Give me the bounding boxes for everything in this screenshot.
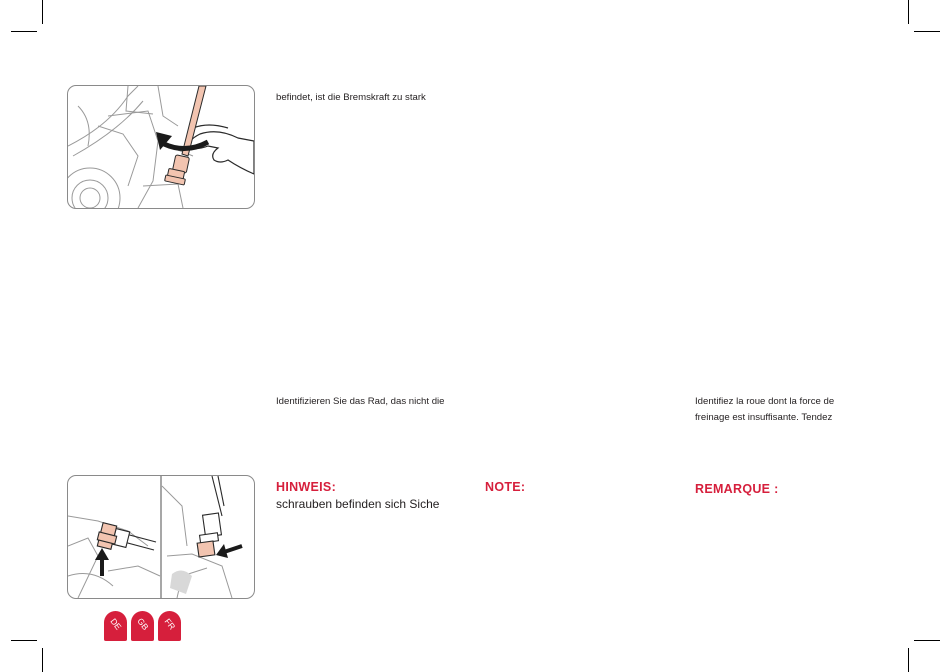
de-identify-text: Identifizieren Sie das Rad, das nicht die [276,396,445,407]
tab-de[interactable] [104,611,127,641]
crop-mark [42,648,43,672]
remarque-heading: REMARQUE : [695,482,779,496]
cable-bolt-icon [162,476,254,598]
brake-adjust-illustration [67,85,255,209]
note-heading: NOTE: [485,480,526,494]
top-paragraph-text: befindet, ist die Bremskraft zu stark [276,92,426,103]
crop-mark [908,0,909,24]
fr-identify-text-line2: freinage est insuffisante. Tendez [695,412,833,423]
fr-identify-text-line1: Identifiez la roue dont la force de [695,396,835,407]
crop-mark [914,31,940,32]
cable-bolt-illustration [67,475,255,599]
crop-mark [908,648,909,672]
tab-de-label: DE [108,616,124,632]
tab-fr-label: FR [162,616,178,632]
crop-mark [914,640,940,641]
hinweis-heading: HINWEIS: [276,480,337,494]
crop-mark [11,640,37,641]
crop-mark [11,31,37,32]
tab-fr[interactable] [158,611,181,641]
crop-mark [42,0,43,24]
language-tabs [104,611,182,642]
brake-cable-adjuster-icon [68,86,254,208]
hinweis-body: schrauben befinden sich Siche [276,497,440,511]
tab-gb[interactable] [131,611,154,641]
tab-gb-label: GB [135,616,151,632]
